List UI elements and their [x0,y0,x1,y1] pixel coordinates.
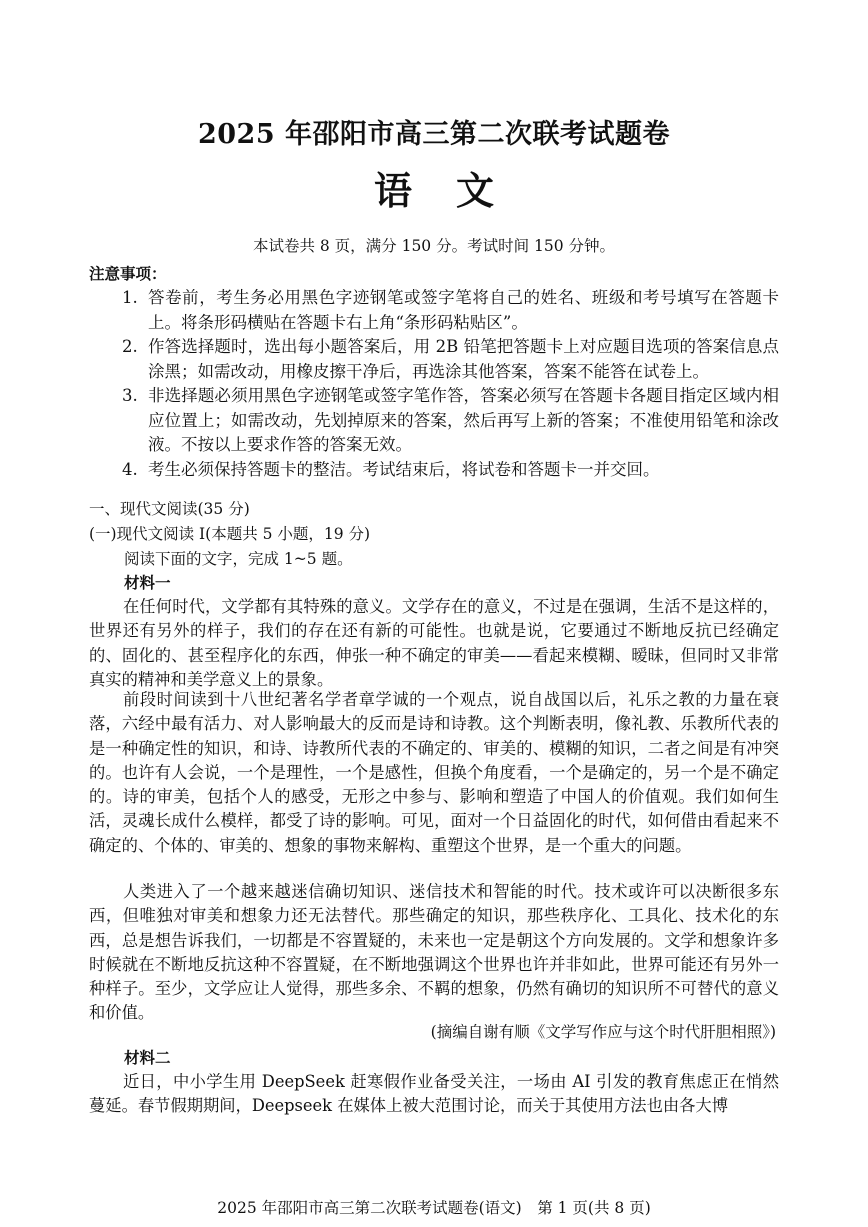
reading-instruction: 阅读下面的文字，完成 1~5 题。 [124,550,353,568]
notice-item-number: 2. [122,337,138,356]
exam-info: 本试卷共 8 页，满分 150 分。考试时间 150 分钟。 [252,237,616,255]
notice-item [124,286,779,335]
notice-item-number: 3. [122,386,138,405]
notice-item-text: 考生必须保持答题卡的整洁。考试结束后，将试卷和答题卡一并交回。 [148,459,660,479]
material-one-label: 材料一 [124,573,171,592]
material-one-paragraph: 人类进入了一个越来越迷信确切知识、迷信技术和智能的时代。技术或许可以决断很多东西，但唯独对审美和想象力还无法替代。那些确定的知识，那些秩序化、工具化、技术化的东西，总是想告诉我们，一切都是不容置疑的，未来也一定是朝这个方向发展的。文学和想象许多时候就在不断地反抗这种不容置疑，在不断地强调这个世界也许并非如此，世界可能还有另外一种样子。至少，文学应让人觉得，那些多余、不羁的想象，仍然有确切的知识所不可替代的意义和价值。 [89,882,779,1023]
notice-heading: 注意事项： [89,264,167,283]
notice-item-number: 4. [122,459,138,479]
notice-item [124,384,779,458]
subsection-heading: (一)现代文阅读 I(本题共 5 小题，19 分) [89,525,371,543]
notice-item [124,458,779,483]
notice-list [124,286,779,482]
notice-item [124,335,779,384]
material-one-paragraph: 在任何时代，文学都有其特殊的意义。文学存在的意义，不过是在强调，生活不是这样的，世界还有另外的样子，我们的存在还有新的可能性。也就是说，它要通过不断地反抗已经确定的、固化的、甚至程序化的东西，伸张一种不确定的审美——看起来模糊、暧昧，但同时又非常真实的精神和美学意义上的景象。 [89,597,779,689]
section-heading: 一、现代文阅读(35 分) [89,500,250,518]
subject-title: 语文 [373,168,538,213]
notice-item-number: 1. [122,288,138,307]
notice-item-text: 答卷前，考生务必用黑色字迹钢笔或签字笔将自己的姓名、班级和考号填写在答题卡上。将条形码横贴在答题卡右上角“条形码粘贴区”。 [148,288,779,332]
material-one-paragraph: 前段时间读到十八世纪著名学者章学诚的一个观点，说自战国以后，礼乐之教的力量在衰落，六经中最有活力、对人影响最大的反而是诗和诗教。这个判断表明，像礼教、乐教所代表的是一种确定性的知识，和诗、诗教所代表的不确定的、审美的、模糊的知识，二者之间是有冲突的。也许有人会说，一个是理性，一个是感性，但换个角度看，一个是确定的，另一个是不确定的。诗的审美，包括个人的感受，无形之中参与、影响和塑造了中国人的价值观。我们如何生活，灵魂长成什么模样，都受了诗的影响。可见，面对一个日益固化的时代，如何借由看起来不确定的、个体的、审美的、想象的事物来解构、重塑这个世界，是一个重大的问题。 [89,690,779,855]
material-one-source: (摘编自谢有顺《文学写作应与这个时代肝胆相照》) [430,1023,776,1041]
material-two-label: 材料二 [124,1048,171,1067]
paper-title: 2025 年邵阳市高三第二次联考试题卷 [197,119,671,150]
material-two-paragraph: 近日，中小学生用 DeepSeek 赶寒假作业备受关注，一场由 AI 引发的教育焦虑正在悄然蔓延。春节假期期间，Deepseek 在媒体上被大范围讨论，而关于其使用方法也由各大博 [89,1072,779,1116]
page-footer: 2025 年邵阳市高三第二次联考试题卷(语文) 第 1 页(共 8 页) [217,1199,651,1217]
notice-item-text: 作答选择题时，选出每小题答案后，用 2B 铅笔把答题卡上对应题目选项的答案信息点涂黑；如需改动，用橡皮擦干净后，再选涂其他答案，答案不能答在试卷上。 [148,337,779,381]
notice-item-text: 非选择题必须用黑色字迹钢笔或签字笔作答，答案必须写在答题卡各题目指定区域内相应位置上；如需改动，先划掉原来的答案，然后再写上新的答案；不准使用铅笔和涂改液。不按以上要求作答的答案无效。 [148,386,779,454]
